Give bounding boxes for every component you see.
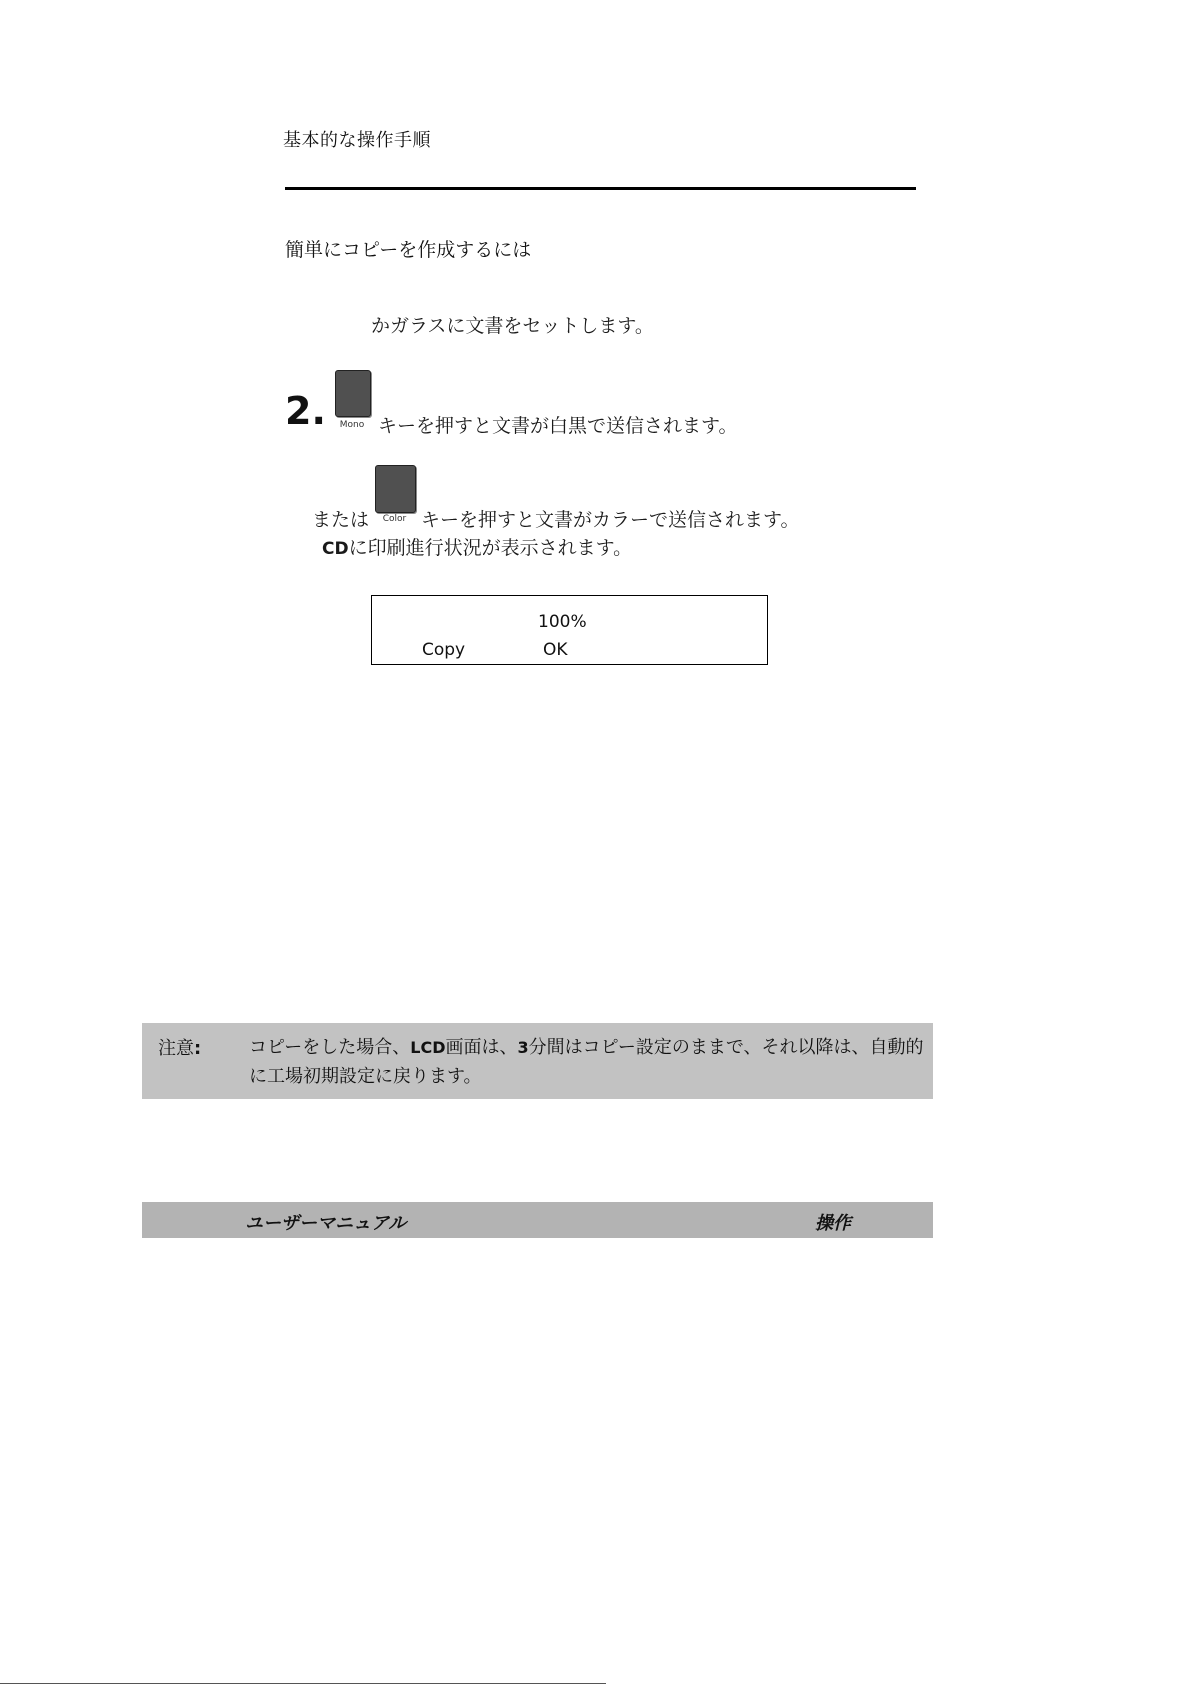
note-label-text: 注意 [158,1038,194,1059]
step-2-color-text: キーを押すと文書がカラーで送信されます。 [421,509,800,531]
mono-key-icon [335,370,371,417]
lcd-progress-text: に印刷進行状況が表示されます。 [348,537,633,559]
footer-section: 操作 [815,1213,851,1234]
lcd-zoom: 100% [538,612,587,632]
note-text-1: コピーをした場合、 [249,1037,411,1058]
note-label [158,1034,201,1060]
mono-key-label: Mono [339,420,365,430]
footer-manual-title: ユーザーマニュアル [245,1213,407,1234]
step-1-text: かガラスに文書をセットします。 [371,315,654,337]
note-box [142,1023,933,1099]
lcd-progress-line [322,533,632,560]
lcd-prefix: CD [322,539,349,559]
title-divider [285,187,916,190]
lcd-mode: Copy [422,640,466,660]
step-2-or-prefix: または [312,509,370,531]
lcd-display [371,595,768,665]
note-lcd-word: LCD [410,1038,446,1057]
step-2-mono-text: キーを押すと文書が白黒で送信されます。 [378,415,738,437]
note-label-colon: : [194,1038,202,1059]
note-text [249,1033,929,1091]
note-minutes: 3 [517,1038,529,1057]
step-2-number: 2. [285,389,326,433]
footer-bar [142,1202,933,1238]
page-bottom-rule [0,1683,606,1684]
procedure-subtitle: 簡単にコピーを作成するには [285,239,532,261]
color-key-icon [375,465,416,513]
note-text-2: 画面は、 [445,1037,518,1058]
section-title: 基本的な操作手順 [283,130,431,151]
lcd-status: OK [543,640,568,660]
color-key-label: Color [382,514,407,524]
note-text-3: 分間はコピー設定のままで、それ以降は、自動的に工場初期設定に戻ります。 [249,1037,924,1087]
